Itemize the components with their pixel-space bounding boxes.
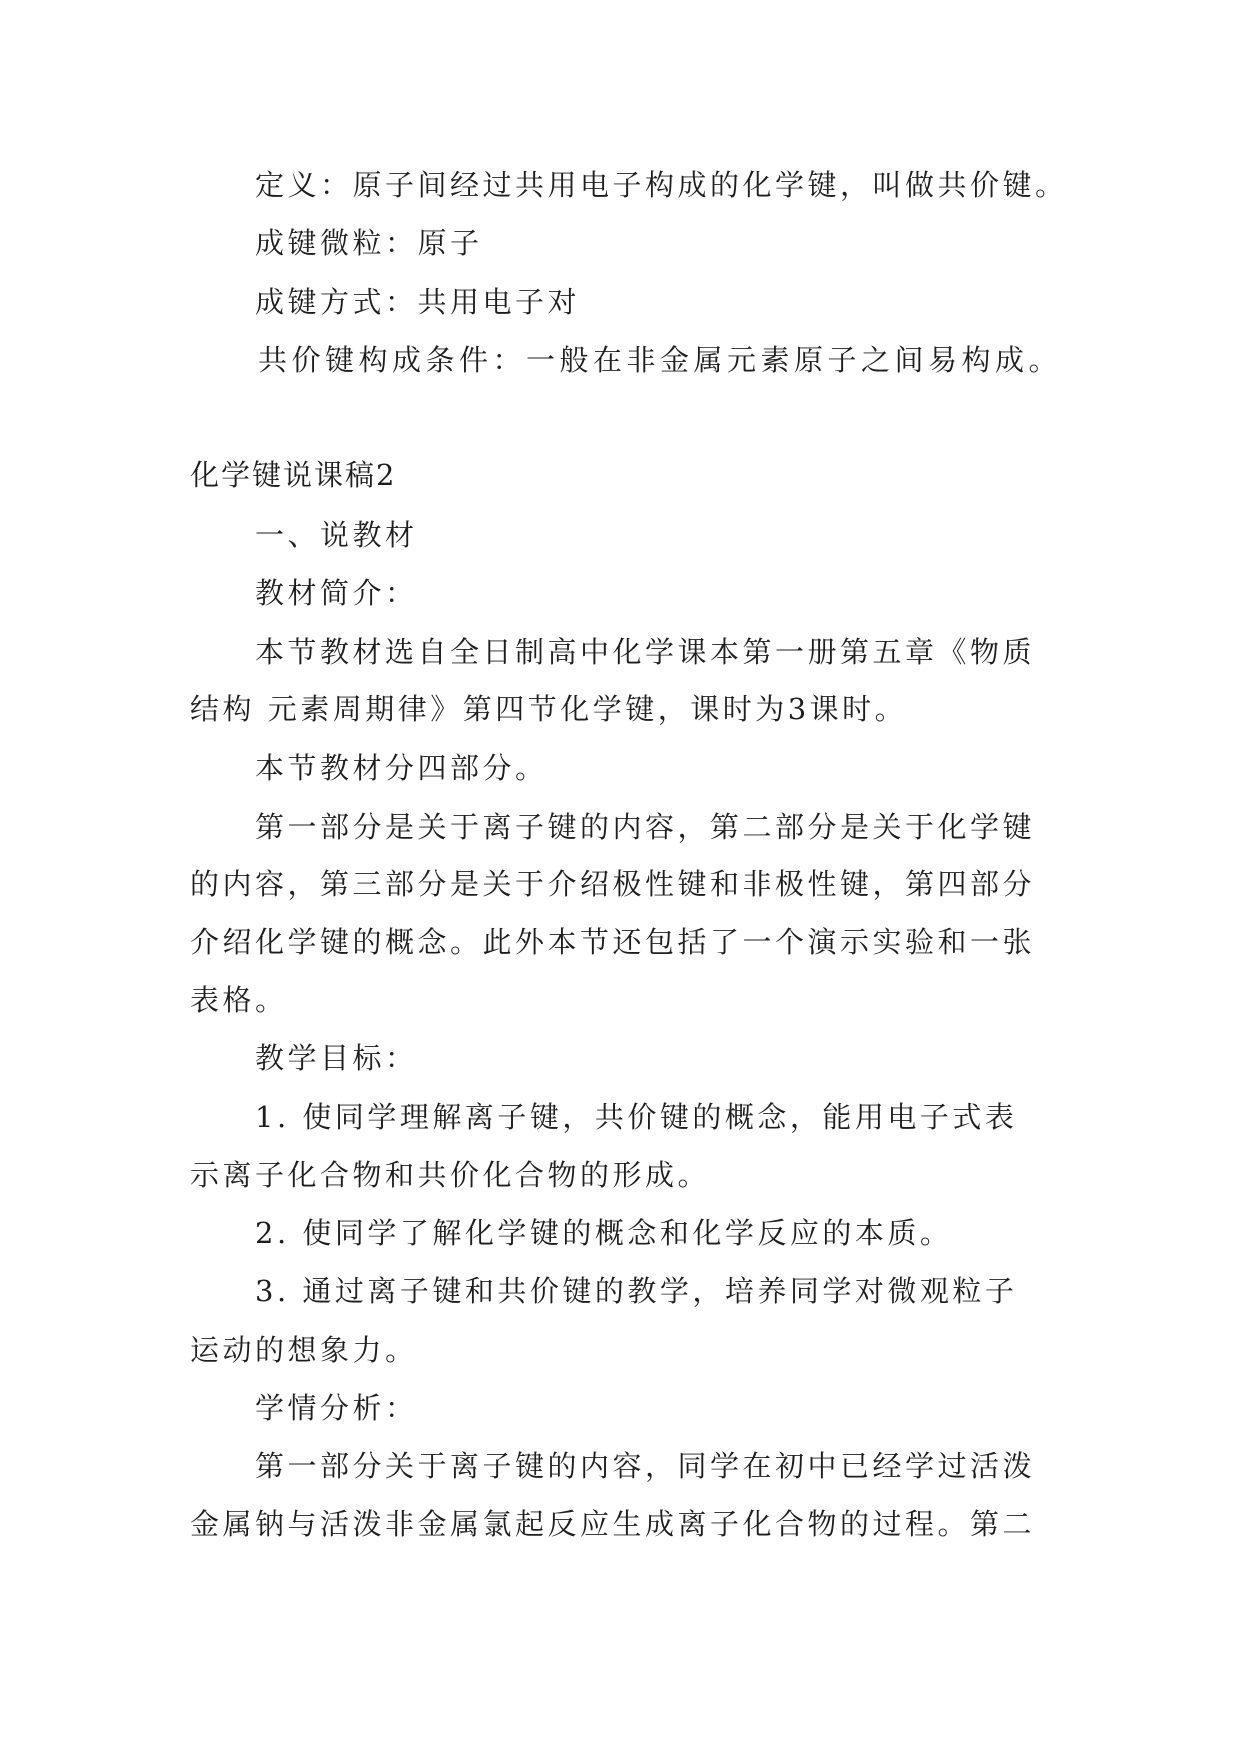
text-line: 成键微粒：原子	[255, 226, 483, 260]
section-title: 化学键说课稿2	[190, 458, 397, 492]
text-line: 定义：原子间经过共用电子构成的化学键，叫做共价键。	[255, 168, 1068, 202]
text-line: 第一部分是关于离子键的内容，第二部分是关于化学键	[255, 810, 1036, 844]
text-line: 本节教材选自全日制高中化学课本第一册第五章《物质	[255, 635, 1036, 669]
text-line: 2. 使同学了解化学键的概念和化学反应的本质。	[255, 1216, 953, 1250]
text-line: 一、说教材	[255, 518, 418, 552]
text-line: 教学目标：	[255, 1041, 418, 1075]
text-line: 运动的想象力。	[190, 1333, 418, 1367]
text-line: 成键方式：共用电子对	[255, 285, 581, 319]
text-line: 示离子化合物和共价化合物的形成。	[190, 1158, 711, 1192]
text-line: 本节教材分四部分。	[255, 751, 548, 785]
text-line: 3. 通过离子键和共价键的教学，培养同学对微观粒子	[255, 1274, 1018, 1308]
text-line: 1. 使同学理解离子键，共价键的概念，能用电子式表	[255, 1100, 1018, 1134]
text-line: 表格。	[190, 983, 288, 1017]
text-line: 教材简介：	[255, 576, 418, 610]
text-line: 共价键构成条件：一般在非金属元素原子之间易构成。	[258, 343, 1063, 377]
text-line: 结构 元素周期律》第四节化学键，课时为3课时。	[190, 692, 908, 726]
text-line: 的内容，第三部分是关于介绍极性键和非极性键，第四部分	[190, 867, 1036, 901]
text-line: 介绍化学键的概念。此外本节还包括了一个演示实验和一张	[190, 925, 1036, 959]
text-line: 学情分析：	[255, 1391, 418, 1425]
text-line: 金属钠与活泼非金属氯起反应生成离子化合物的过程。第二	[190, 1507, 1036, 1541]
text-line: 第一部分关于离子键的内容，同学在初中已经学过活泼	[255, 1449, 1036, 1483]
